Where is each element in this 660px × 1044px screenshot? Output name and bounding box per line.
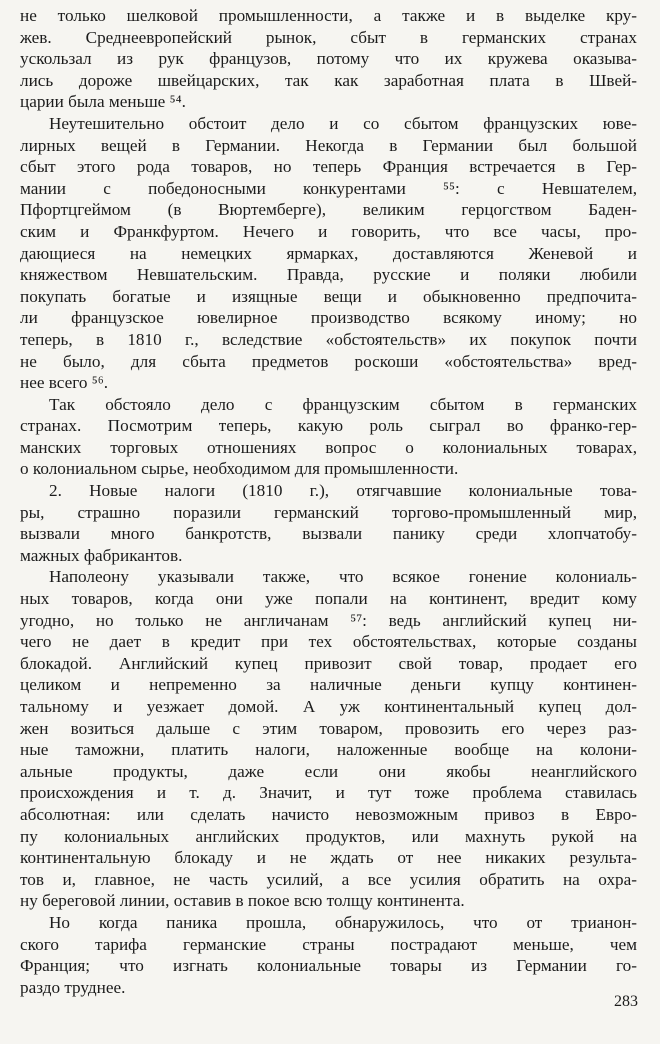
text-line: Франция; что изгнать колониальные товары из Германии го- [20, 956, 637, 976]
text-line: ры, страшно поразили германский торгово-промышленный мир, [20, 502, 637, 522]
text-line: сбыт этого рода товаров, но теперь Франция встречается в Гер- [20, 157, 637, 177]
text-line: покупать богатые и изящные вещи и обыкновенно предпочита- [20, 286, 637, 306]
text-line: ского тарифа германские страны пострадают меньше, чем [20, 934, 637, 954]
text-line: Неутешительно обстоит дело и со сбытом французских юве- [49, 113, 637, 133]
text-line: жен возиться дальше с этим товаром, провозить его через раз- [20, 718, 637, 738]
text-line: ных товаров, когда они уже попали на континент, вредит кому [20, 589, 637, 609]
text-line: теперь, в 1810 г., вследствие «обстоятельств» их покупок почти [20, 329, 637, 349]
text-line: ускользал из рук французов, потому что их кружева оказыва- [20, 49, 637, 69]
body-text [20, 5, 637, 998]
text-line: целиком и непременно за наличные деньги купцу континен- [20, 675, 637, 695]
text-line: альные продукты, даже если они якобы неанглийского [20, 761, 637, 781]
text-line: мании с победоносными конкурентами ⁵⁵: с Невшателем, [20, 178, 637, 198]
text-line: дающиеся на немецких ярмарках, доставляются Женевой и [20, 243, 637, 263]
text-line: Наполеону указывали также, что всякое гонение колониаль- [49, 567, 637, 587]
text-line: царии была меньше ⁵⁴. [20, 92, 186, 112]
text-line: тальному и уезжает домой. А уж континентальный купец дол- [20, 697, 637, 716]
text-line: нее всего ⁵⁶. [20, 373, 109, 393]
text-line: княжеством Невшательским. Правда, русские и поляки любили [20, 265, 637, 285]
text-line: 2. Новые налоги (1810 г.), отягчавшие колониальные това- [49, 481, 637, 501]
page-number: 283 [614, 993, 638, 1010]
text-line: ные таможни, платить налоги, наложенные вообще на колони- [20, 740, 637, 760]
text-line: о колониальном сырье, необходимом для промышленности. [20, 459, 459, 479]
text-line: Но когда паника прошла, обнаружилось, что от трианон- [49, 912, 637, 932]
text-line: блокадой. Английский купец привозит свой товар, продает его [20, 653, 637, 673]
text-line: происхождения и т. д. Значит, и тут тоже проблема ставилась [20, 783, 637, 803]
text-line: Пфортцгеймом (в Вюртемберге), великим герцогством Баден- [20, 200, 637, 220]
text-line: тов и, главное, не часть усилий, а все усилия обратить на охра- [20, 869, 637, 889]
text-line: лись дороже швейцарских, так как заработная плата в Швей- [20, 70, 637, 90]
text-line: континентальную блокаду и не ждать от нее никаких результа- [20, 848, 637, 868]
text-line: раздо труднее. [20, 977, 126, 997]
text-line: вызвали много банкротств, вызвали панику среди хлопчатобу- [20, 524, 637, 544]
text-line: не было, для сбыта предметов роскоши «обстоятельства» вред- [20, 351, 637, 371]
text-line: ским и Франкфуртом. Нечего и говорить, что все часы, про- [20, 221, 637, 241]
text-line: странах. Посмотрим теперь, какую роль сыграл во франко-гер- [20, 416, 637, 436]
text-line: не только шелковой промышленности, а также и в выделке кру- [20, 6, 637, 25]
text-line: Так обстояло дело с французским сбытом в германских [49, 394, 637, 414]
text-line: лирных вещей в Германии. Некогда в Германии был большой [20, 135, 637, 155]
text-line: манских торговых отношениях вопрос о колониальных товарах, [20, 437, 637, 457]
text-line: жев. Среднеевропейский рынок, сбыт в германских странах [20, 27, 637, 47]
text-line: угодно, но только не англичанам ⁵⁷: ведь английский купец ни- [20, 610, 637, 630]
text-line: абсолютная: или сделать начисто невозможным привоз в Евро- [20, 804, 637, 824]
text-line: ну береговой линии, оставив в покое всю толщу континента. [20, 891, 465, 911]
text-line: ли французское ювелирное производство всякому иному; но [20, 308, 637, 328]
text-line: пу колониальных английских продуктов, или махнуть рукой на [20, 826, 637, 846]
text-line: чего не дает в кредит при тех обстоятельствах, которые созданы [20, 632, 637, 652]
text-line: мажных фабрикантов. [20, 545, 183, 565]
